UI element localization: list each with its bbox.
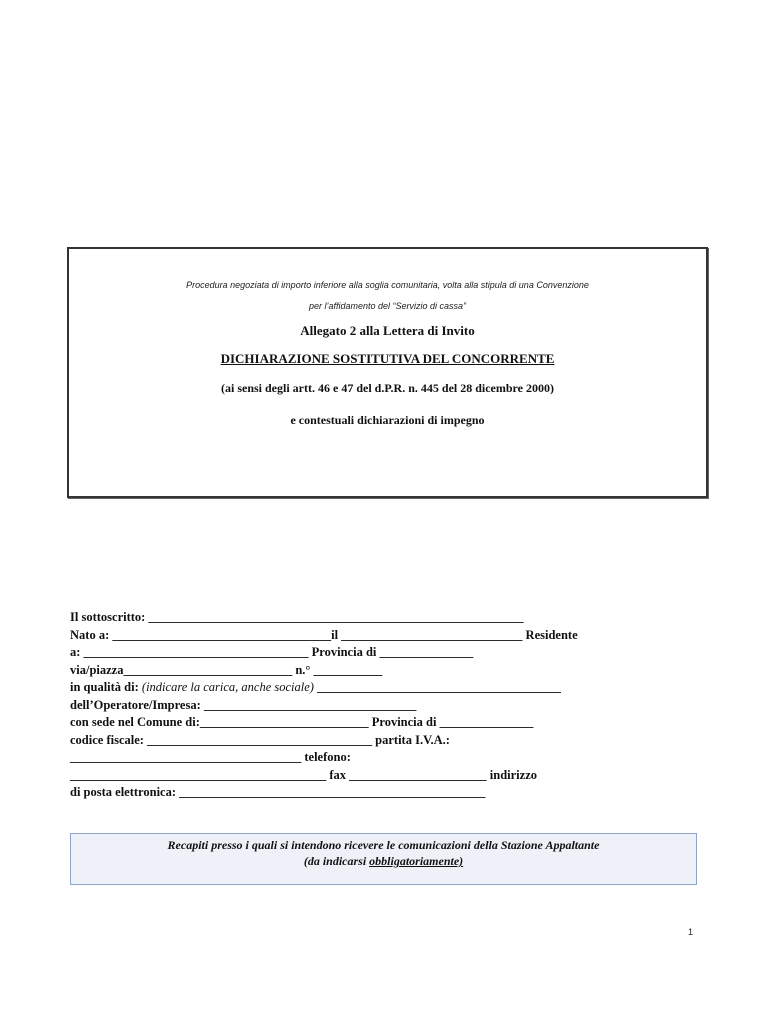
form-line-operatore: dell’Operatore/Impresa: __________________________________ xyxy=(70,697,417,712)
recapiti-note-underlined: obbligatoriamente) xyxy=(369,854,464,868)
header-box xyxy=(67,247,708,498)
document-title: DICHIARAZIONE SOSTITUTIVA DEL CONCORRENTE xyxy=(220,351,555,366)
form-line-via-piazza: via/piazza___________________________ n.° ___________ xyxy=(70,662,383,677)
form-line-nato-a: Nato a: ___________________________________il _____________________________ Residente xyxy=(70,627,578,642)
commitment-subtitle: e contestuali dichiarazioni di impegno xyxy=(290,413,485,427)
declarant-form xyxy=(70,609,578,802)
recapiti-box xyxy=(70,833,697,885)
form-line-residente-a: a: ____________________________________ Provincia di _______________ xyxy=(70,645,474,659)
recapiti-note xyxy=(71,854,696,869)
procedura-line-1: Procedura negoziata di importo inferiore alla soglia comunitaria, volta alla stipula di una Convenzione xyxy=(186,280,589,290)
qualita-note: (indicare la carica, anche sociale) xyxy=(141,680,314,694)
form-line-codice-fiscale: codice fiscale: ____________________________________ partita I.V.A.: xyxy=(70,732,450,747)
allegato-title: Allegato 2 alla Lettera di Invito xyxy=(300,323,475,338)
recapiti-heading: Recapiti presso i quali si intendono ricevere le comunicazioni della Stazione Appaltante xyxy=(167,838,600,852)
form-line-email: di posta elettronica: _________________________________________________ xyxy=(70,785,486,799)
form-line-fax: _________________________________________ fax ______________________ indirizzo xyxy=(70,767,538,782)
recapiti-note-prefix: (da indicarsi xyxy=(303,854,370,868)
procedura-line-2: per l’affidamento del “Servizio di cassa” xyxy=(308,301,467,311)
page-number: 1 xyxy=(688,927,694,937)
legal-reference: (ai sensi degli artt. 46 e 47 del d.P.R. n. 445 del 28 dicembre 2000) xyxy=(221,381,554,395)
qualita-label: in qualità di: xyxy=(70,680,142,694)
form-line-sottoscritto: Il sottoscritto: ____________________________________________________________ xyxy=(70,610,524,624)
qualita-blank: _______________________________________ xyxy=(313,680,561,694)
form-line-qualita xyxy=(70,679,578,697)
form-line-telefono: _____________________________________ telefono: xyxy=(70,750,351,764)
form-line-sede: con sede nel Comune di:___________________________ Provincia di _______________ xyxy=(70,715,534,729)
